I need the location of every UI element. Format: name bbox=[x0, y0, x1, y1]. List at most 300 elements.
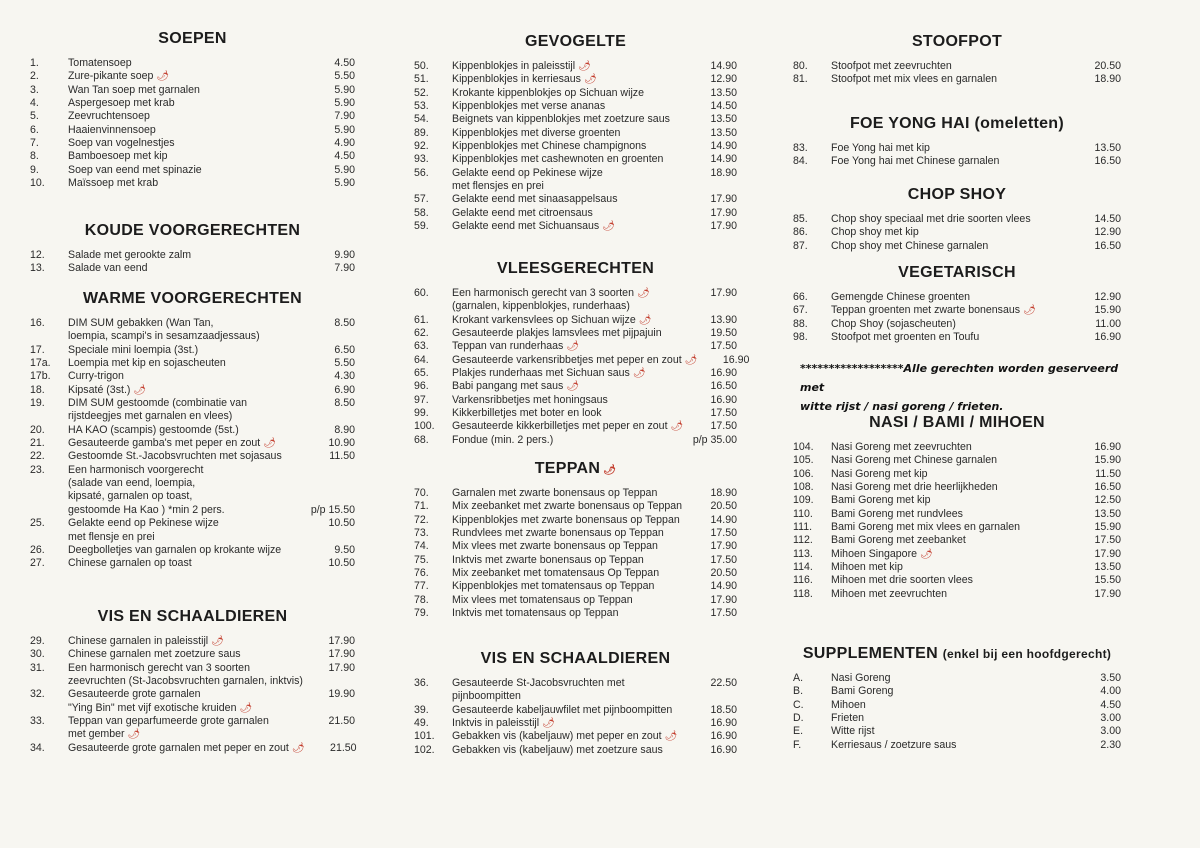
chili-pepper-icon bbox=[239, 703, 252, 714]
item-description-cell bbox=[831, 441, 1069, 454]
item-description-cell bbox=[68, 477, 303, 490]
item-description-cell bbox=[831, 481, 1069, 494]
item-number: 93. bbox=[414, 153, 429, 166]
item-number: 88. bbox=[793, 317, 808, 330]
item-description-cell bbox=[68, 330, 303, 343]
item-number: 61. bbox=[414, 313, 429, 326]
item-description: Nasi Goreng met zeevruchten bbox=[831, 441, 972, 453]
menu-item bbox=[30, 397, 355, 410]
item-description: Kippenblokjes met zwarte bonensaus op Teppan bbox=[452, 513, 680, 526]
menu-item bbox=[793, 481, 1121, 494]
item-price: 20.50 bbox=[710, 567, 737, 580]
menu-item bbox=[30, 124, 355, 137]
item-description: Nasi Goreng bbox=[831, 672, 891, 684]
item-price: 12.90 bbox=[1094, 291, 1121, 303]
item-description-cell bbox=[68, 544, 303, 557]
menu-item bbox=[414, 340, 737, 353]
item-description-cell bbox=[831, 574, 1069, 587]
chili-pepper-icon bbox=[292, 743, 305, 754]
item-description: Gelakte eend met Sichuansaus bbox=[452, 220, 600, 233]
section-title-text: NASI / BAMI / MIHOEN bbox=[869, 414, 1045, 431]
item-description-cell bbox=[68, 357, 303, 370]
item-description-cell bbox=[831, 304, 1069, 317]
item-number: 9. bbox=[30, 163, 39, 176]
menu-item bbox=[30, 715, 355, 728]
section-title bbox=[414, 260, 737, 278]
item-description-cell bbox=[831, 468, 1069, 481]
item-description-cell bbox=[831, 494, 1069, 507]
item-description-cell bbox=[68, 124, 303, 137]
item-price: 5.90 bbox=[334, 83, 355, 96]
item-description: Mix vlees met tomatensaus op Teppan bbox=[452, 593, 633, 606]
item-description-cell bbox=[452, 380, 685, 393]
menu-item bbox=[793, 672, 1121, 685]
menu-item bbox=[30, 728, 355, 741]
item-price bbox=[303, 702, 355, 715]
menu-item bbox=[30, 410, 355, 423]
item-price: 17.90 bbox=[1094, 587, 1121, 600]
item-price: 15.90 bbox=[1094, 521, 1121, 534]
item-description-cell bbox=[452, 127, 685, 140]
item-description-cell bbox=[452, 207, 685, 220]
item-price: 16.90 bbox=[710, 743, 737, 756]
menu-item bbox=[414, 704, 737, 717]
menu-item bbox=[414, 487, 737, 500]
menu-column-3 bbox=[793, 0, 1121, 848]
menu-item bbox=[414, 407, 737, 420]
item-number bbox=[414, 690, 452, 703]
chili-pepper-icon bbox=[128, 729, 141, 740]
item-price: 16.50 bbox=[1094, 155, 1121, 168]
item-number: 114. bbox=[793, 561, 813, 574]
item-price: p/p 35.00 bbox=[692, 433, 737, 446]
menu-item bbox=[30, 330, 355, 343]
item-price bbox=[685, 300, 737, 313]
item-price bbox=[303, 531, 355, 544]
menu-item bbox=[30, 137, 355, 150]
item-description: Wan Tan soep met garnalen bbox=[68, 83, 200, 96]
item-description: Tomatensoep bbox=[68, 57, 132, 69]
item-description: Kippenblokjes in kerriesaus bbox=[452, 73, 581, 86]
item-description: Bamboesoep met kip bbox=[68, 150, 168, 163]
item-description-cell bbox=[452, 167, 685, 180]
item-description-cell bbox=[452, 527, 685, 540]
item-price: 14.50 bbox=[710, 100, 737, 113]
menu-item bbox=[793, 60, 1121, 73]
item-description-cell bbox=[68, 84, 303, 97]
item-description-cell bbox=[68, 150, 303, 163]
menu-item bbox=[414, 60, 737, 73]
item-description: Kippenblokjes met Chinese champignons bbox=[452, 140, 647, 153]
menu-item bbox=[414, 87, 737, 100]
menu-item bbox=[30, 97, 355, 110]
item-description: Stoofpot met zeevruchten bbox=[831, 60, 952, 72]
item-description-cell bbox=[831, 534, 1069, 547]
item-price: 4.50 bbox=[334, 57, 355, 69]
item-description-cell bbox=[68, 424, 303, 437]
item-price: 4.50 bbox=[334, 150, 355, 163]
chili-pepper-icon bbox=[637, 288, 650, 299]
item-number: 98. bbox=[793, 331, 808, 344]
item-number: A. bbox=[793, 672, 804, 684]
item-price: 17.50 bbox=[710, 420, 737, 433]
menu-item bbox=[414, 287, 737, 300]
item-price: 10.50 bbox=[328, 517, 355, 530]
item-description: Chop shoy met Chinese garnalen bbox=[831, 239, 989, 252]
item-description: met flensje en prei bbox=[68, 530, 155, 543]
item-description-cell bbox=[452, 153, 685, 166]
item-description: Speciale mini loempia (3st.) bbox=[68, 343, 199, 356]
item-number: 89. bbox=[414, 126, 429, 139]
item-price: 14.90 bbox=[710, 580, 737, 593]
item-price: 17.90 bbox=[710, 593, 737, 606]
chili-pepper-icon bbox=[584, 74, 597, 85]
item-price: 8.50 bbox=[334, 397, 355, 410]
item-number: 72. bbox=[414, 513, 429, 526]
item-description: Gelakte eend op Pekinese wijze bbox=[68, 517, 219, 530]
item-price: p/p 15.50 bbox=[310, 503, 355, 516]
item-description: zeevruchten (St-Jacobsvruchten garnalen, inktvis) bbox=[68, 675, 303, 688]
item-number: 113. bbox=[793, 547, 813, 560]
menu-item bbox=[414, 540, 737, 553]
item-description-cell bbox=[68, 517, 303, 530]
section-title-text: KOUDE VOORGERECHTEN bbox=[84, 222, 301, 239]
chili-pepper-icon bbox=[211, 636, 224, 647]
menu-item bbox=[30, 249, 355, 262]
item-description-cell bbox=[452, 434, 685, 447]
item-description: Rundvlees met zwarte bonensaus op Teppan bbox=[452, 527, 664, 540]
item-price: 16.90 bbox=[710, 730, 737, 743]
item-description-cell bbox=[68, 249, 303, 262]
menu-item bbox=[793, 534, 1121, 547]
item-price: 18.50 bbox=[710, 703, 737, 716]
menu-item bbox=[30, 262, 355, 275]
item-price: 17.90 bbox=[328, 635, 355, 647]
chili-pepper-icon bbox=[542, 718, 555, 729]
item-description: Chop shoy met kip bbox=[831, 226, 919, 239]
item-number bbox=[30, 330, 68, 343]
item-number: 76. bbox=[414, 567, 429, 580]
menu-item bbox=[793, 739, 1121, 752]
item-description: Inktvis met zwarte bonensaus op Teppan bbox=[452, 553, 644, 566]
menu-item bbox=[30, 742, 355, 755]
item-price: 20.50 bbox=[1094, 60, 1121, 72]
menu-item bbox=[793, 73, 1121, 86]
menu-item bbox=[414, 140, 737, 153]
item-description: Mihoen met drie soorten vlees bbox=[831, 574, 973, 587]
item-number: 59. bbox=[414, 220, 429, 233]
item-description: Salade van eend bbox=[68, 262, 148, 275]
item-description-cell bbox=[452, 704, 685, 717]
menu-item bbox=[793, 508, 1121, 521]
item-description: Gesauteerde St-Jacobsvruchten met bbox=[452, 677, 625, 689]
item-description-cell bbox=[452, 717, 685, 730]
section-title-text: CHOP SHOY bbox=[907, 186, 1007, 203]
item-description: Chinese garnalen met zoetzure saus bbox=[68, 648, 241, 661]
item-number: 17b. bbox=[30, 370, 51, 383]
menu-item-list bbox=[793, 441, 1121, 601]
menu-item bbox=[793, 318, 1121, 331]
menu-item bbox=[414, 420, 737, 433]
item-description-cell bbox=[452, 500, 685, 513]
item-description-cell bbox=[831, 226, 1069, 239]
item-description: Aspergesoep met krab bbox=[68, 97, 175, 110]
item-number: 110. bbox=[793, 507, 813, 520]
section-teppan bbox=[414, 460, 737, 620]
item-description-cell bbox=[452, 594, 685, 607]
item-description-cell bbox=[452, 730, 685, 743]
item-description-cell bbox=[68, 648, 303, 661]
item-description-cell bbox=[831, 672, 1069, 685]
item-description: Stoofpot met mix vlees en garnalen bbox=[831, 73, 998, 86]
item-description-cell bbox=[452, 367, 685, 380]
menu-item bbox=[30, 557, 355, 570]
menu-item bbox=[414, 367, 737, 380]
item-price: 14.90 bbox=[710, 140, 737, 153]
item-price: 17.50 bbox=[710, 340, 737, 353]
menu-item bbox=[414, 594, 737, 607]
item-description-cell bbox=[452, 540, 685, 553]
section-title-text: WARME VOORGERECHTEN bbox=[82, 290, 303, 307]
item-description-cell bbox=[68, 164, 303, 177]
item-description: DIM SUM gestoomde (combinatie van bbox=[68, 397, 247, 410]
item-description: Babi pangang met saus bbox=[452, 380, 564, 393]
item-number: 53. bbox=[414, 100, 429, 113]
item-description: Loempia met kip en sojascheuten bbox=[68, 357, 226, 370]
item-description-cell bbox=[452, 567, 685, 580]
item-description: Krokant varkensvlees op Sichuan wijze bbox=[452, 313, 636, 326]
menu-item bbox=[793, 712, 1121, 725]
item-description-cell bbox=[452, 300, 685, 313]
item-price: 16.90 bbox=[1094, 331, 1121, 344]
item-price: 16.90 bbox=[1094, 441, 1121, 453]
chili-pepper-icon bbox=[920, 549, 933, 560]
item-price: 17.90 bbox=[710, 220, 737, 233]
item-price: 16.90 bbox=[710, 367, 737, 380]
menu-item bbox=[30, 662, 355, 675]
section-title bbox=[30, 290, 355, 308]
item-description: Een harmonisch gerecht van 3 soorten bbox=[452, 287, 634, 299]
item-price: 7.90 bbox=[334, 262, 355, 275]
item-description-cell bbox=[831, 685, 1069, 698]
chili-pepper-icon bbox=[603, 465, 616, 476]
item-description: Zure-pikante soep bbox=[68, 70, 154, 83]
section-chop-shoy bbox=[793, 186, 1121, 253]
menu-item bbox=[414, 690, 737, 703]
section-title bbox=[414, 460, 737, 478]
item-description: (salade van eend, loempia, bbox=[68, 477, 196, 490]
menu-item bbox=[414, 207, 737, 220]
item-description-cell bbox=[831, 155, 1069, 168]
item-number: 67. bbox=[793, 304, 808, 317]
item-description-cell bbox=[831, 521, 1069, 534]
menu-item bbox=[793, 291, 1121, 304]
item-number: 62. bbox=[414, 327, 429, 340]
item-price bbox=[303, 330, 355, 343]
item-price: 4.30 bbox=[334, 370, 355, 383]
item-description: Gesauteerde kikkerbilletjes met peper en zout bbox=[452, 420, 668, 433]
section-gevogelte bbox=[414, 33, 737, 233]
section-title-text: VIS EN SCHAALDIEREN bbox=[97, 608, 288, 625]
item-description-cell bbox=[68, 504, 303, 517]
item-description-cell bbox=[68, 715, 303, 728]
item-price: 11.50 bbox=[1095, 467, 1121, 480]
menu-item bbox=[414, 554, 737, 567]
item-description-cell bbox=[68, 662, 303, 675]
item-description: Gemengde Chinese groenten bbox=[831, 291, 970, 303]
menu-item bbox=[414, 394, 737, 407]
item-number: 99. bbox=[414, 407, 429, 420]
menu-item bbox=[793, 561, 1121, 574]
item-description-cell bbox=[452, 87, 685, 100]
item-description: Bami Goreng met rundvlees bbox=[831, 507, 963, 520]
item-number: 18. bbox=[30, 383, 45, 396]
menu-item bbox=[793, 213, 1121, 226]
item-price: 7.90 bbox=[334, 110, 355, 123]
item-description-cell bbox=[831, 548, 1069, 561]
item-number: 31. bbox=[30, 661, 45, 674]
item-description-cell bbox=[452, 420, 685, 433]
item-number: B. bbox=[793, 685, 804, 698]
item-number: 66. bbox=[793, 291, 808, 303]
item-description-cell bbox=[831, 60, 1069, 73]
section-stoofpot bbox=[793, 33, 1121, 87]
item-description-cell bbox=[452, 60, 685, 73]
item-number: 92. bbox=[414, 140, 429, 153]
section-title bbox=[793, 645, 1121, 663]
item-number: 49. bbox=[414, 717, 429, 730]
item-description-cell bbox=[68, 384, 303, 397]
item-price: 15.90 bbox=[1094, 454, 1121, 467]
item-price: 18.90 bbox=[710, 166, 737, 179]
item-description: Plakjes runderhaas met Sichuan saus bbox=[452, 367, 630, 380]
item-description: Gelakte eend met citroensaus bbox=[452, 206, 593, 219]
menu-item bbox=[793, 521, 1121, 534]
chili-pepper-icon bbox=[602, 221, 615, 232]
item-number: 104. bbox=[793, 441, 814, 453]
item-description: pijnboompitten bbox=[452, 690, 521, 703]
item-price: 17.50 bbox=[710, 607, 737, 620]
section-title-text: VLEESGERECHTEN bbox=[496, 260, 655, 277]
item-description-cell bbox=[452, 100, 685, 113]
item-description: Nasi Goreng met Chinese garnalen bbox=[831, 454, 998, 467]
item-number: 85. bbox=[793, 213, 808, 225]
item-number: 101. bbox=[414, 730, 435, 743]
menu-column-2 bbox=[414, 0, 750, 848]
chili-pepper-icon bbox=[566, 341, 579, 352]
item-number: 60. bbox=[414, 287, 429, 299]
item-price: 17.50 bbox=[710, 527, 737, 540]
item-description: Bami Goreng met zeebanket bbox=[831, 534, 966, 547]
item-number: 73. bbox=[414, 527, 429, 540]
menu-item bbox=[414, 677, 737, 690]
item-description-cell bbox=[452, 220, 685, 233]
item-price: 17.90 bbox=[710, 540, 737, 553]
item-description: Gesauteerde grote garnalen met peper en zout bbox=[68, 741, 289, 754]
item-description: Bami Goreng met mix vlees en garnalen bbox=[831, 521, 1021, 534]
menu-item bbox=[30, 531, 355, 544]
item-price: 19.90 bbox=[328, 688, 355, 701]
menu-item-list bbox=[414, 287, 750, 447]
item-number: 100. bbox=[414, 420, 435, 433]
item-number bbox=[414, 180, 452, 193]
item-description: Teppan van runderhaas bbox=[452, 340, 564, 353]
item-description-cell bbox=[831, 588, 1069, 601]
item-price: 20.50 bbox=[710, 500, 737, 513]
item-description: Garnalen met zwarte bonensaus op Teppan bbox=[452, 487, 658, 499]
menu-item-list bbox=[793, 672, 1121, 752]
menu-item bbox=[414, 167, 737, 180]
item-description-cell bbox=[452, 514, 685, 527]
item-description: met flensjes en prei bbox=[452, 180, 544, 193]
item-price: 17.50 bbox=[710, 553, 737, 566]
item-description-cell bbox=[831, 291, 1069, 304]
item-number: 111. bbox=[793, 521, 813, 534]
item-description-cell bbox=[68, 97, 303, 110]
menu-item bbox=[414, 100, 737, 113]
item-price bbox=[303, 464, 355, 477]
item-number: 52. bbox=[414, 86, 429, 99]
item-number: 3. bbox=[30, 83, 39, 96]
item-price: 16.90 bbox=[722, 353, 750, 366]
item-description-cell bbox=[831, 712, 1069, 725]
menu-item bbox=[414, 567, 737, 580]
item-number: 17a. bbox=[30, 357, 51, 370]
item-price: 13.50 bbox=[710, 86, 737, 99]
item-number bbox=[30, 504, 68, 517]
item-number bbox=[30, 675, 68, 688]
item-price: 16.50 bbox=[1094, 481, 1121, 494]
menu-item-list bbox=[30, 635, 355, 755]
item-description-cell bbox=[68, 728, 303, 741]
item-description: Gelakte eend op Pekinese wijze bbox=[452, 166, 603, 179]
item-price: 9.90 bbox=[334, 249, 355, 261]
item-price: 13.50 bbox=[1094, 561, 1121, 574]
item-description-cell bbox=[68, 410, 303, 423]
item-price bbox=[303, 477, 355, 490]
menu-item bbox=[414, 353, 750, 367]
item-number: 25. bbox=[30, 517, 45, 530]
menu-item bbox=[30, 702, 355, 715]
section-title-text: FOE YONG HAI (omeletten) bbox=[849, 115, 1065, 132]
menu-item bbox=[414, 730, 737, 743]
menu-item bbox=[414, 580, 737, 593]
item-price: 16.90 bbox=[710, 717, 737, 730]
item-number: E. bbox=[793, 725, 804, 738]
item-number: 32. bbox=[30, 688, 45, 701]
item-price: 11.50 bbox=[329, 450, 355, 463]
section-subtitle: (enkel bij een hoofdgerecht) bbox=[942, 647, 1112, 661]
item-description: Foe Yong hai met Chinese garnalen bbox=[831, 155, 1000, 168]
item-price: 14.90 bbox=[710, 513, 737, 526]
item-price: 17.50 bbox=[1094, 534, 1121, 547]
item-price: 3.00 bbox=[1100, 712, 1121, 725]
item-description-cell bbox=[68, 177, 303, 190]
menu-item bbox=[30, 344, 355, 357]
item-description: Gebakken vis (kabeljauw) met zoetzure saus bbox=[452, 743, 663, 756]
item-number: 109. bbox=[793, 494, 814, 507]
section-title-text: TEPPAN bbox=[534, 460, 601, 477]
item-number: 6. bbox=[30, 123, 39, 136]
menu-item bbox=[30, 490, 355, 503]
item-price: 16.50 bbox=[1094, 239, 1121, 252]
item-number: 4. bbox=[30, 97, 39, 110]
item-description: Mix zeebanket met tomatensaus Op Teppan bbox=[452, 567, 660, 580]
item-number: 75. bbox=[414, 553, 429, 566]
item-number: 29. bbox=[30, 635, 45, 647]
item-number: 68. bbox=[414, 433, 429, 446]
item-description: Deegbolletjes van garnalen op krokante wijze bbox=[68, 543, 282, 556]
